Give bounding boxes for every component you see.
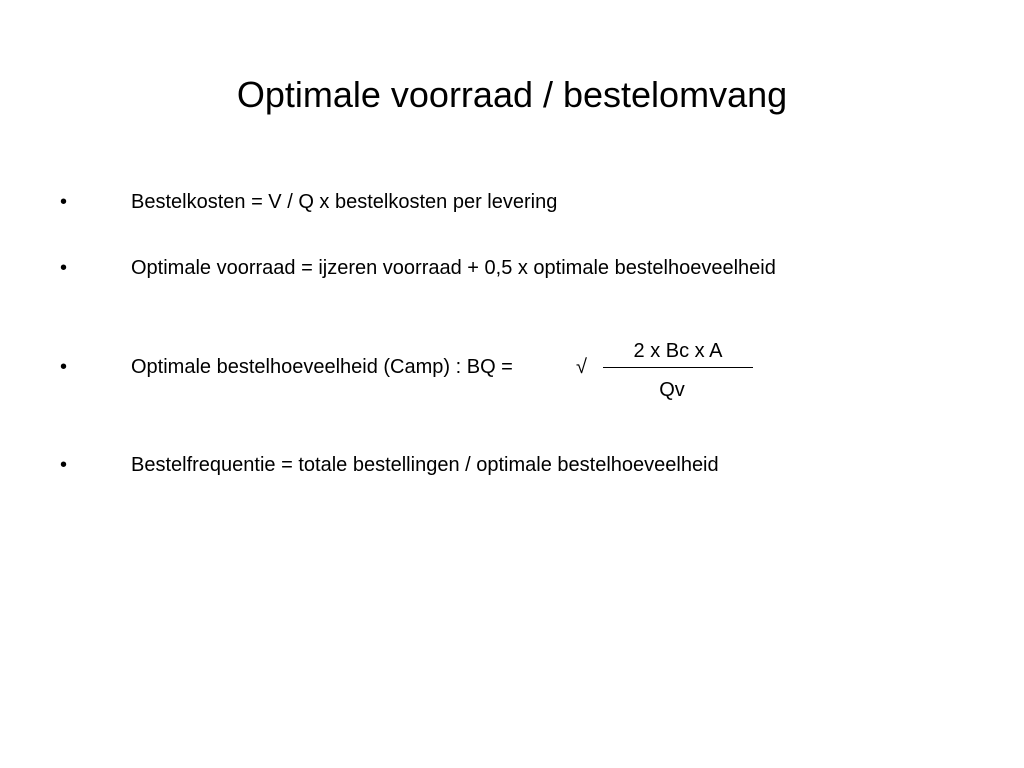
bullet-text: Optimale bestelhoeveelheid (Camp) : BQ = bbox=[131, 356, 513, 378]
bullet-text: Bestelkosten = V / Q x bestelkosten per levering bbox=[131, 191, 558, 213]
slide-title: Optimale voorraad / bestelomvang bbox=[236, 74, 788, 115]
formula-denominator: Qv bbox=[659, 379, 685, 401]
bullet-point: • bbox=[60, 356, 68, 378]
fraction-line bbox=[603, 367, 753, 368]
bullet-point: • bbox=[60, 191, 68, 213]
bullet-point: • bbox=[60, 257, 68, 279]
bullet-text: Optimale voorraad = ijzeren voorraad + 0,5 x optimale bestelhoeveelheid bbox=[131, 257, 776, 279]
bullet-point: • bbox=[60, 454, 68, 476]
square-root-symbol: √ bbox=[576, 356, 587, 378]
formula-numerator: 2 x Bc x A bbox=[633, 340, 723, 362]
bullet-text: Bestelfrequentie = totale bestellingen / optimale bestelhoeveelheid bbox=[131, 454, 719, 476]
